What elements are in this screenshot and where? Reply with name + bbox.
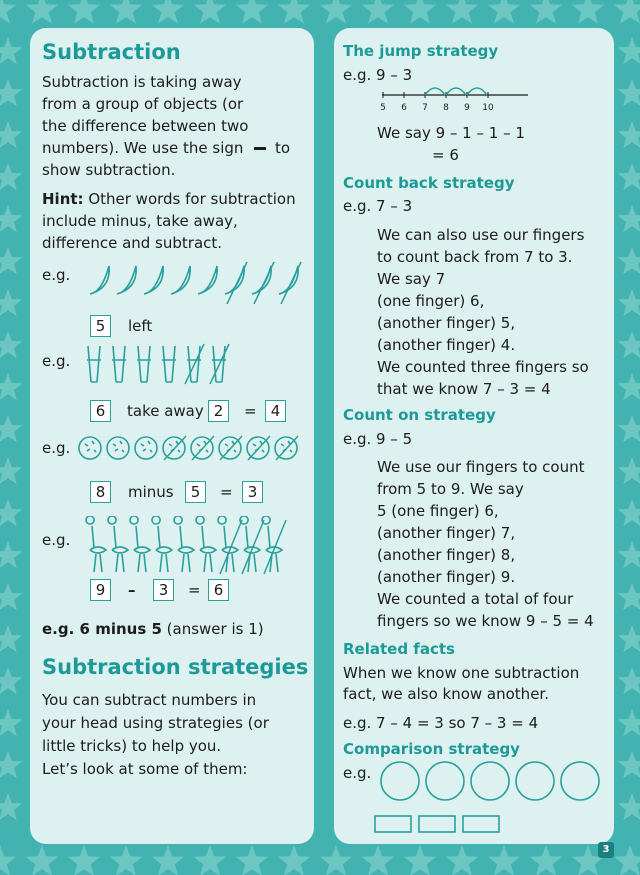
star-decoration [614,845,640,875]
ball-pattern [197,441,208,452]
star-decoration [0,541,22,568]
count-back-line-3: We say 7 [377,270,446,288]
ex4-box-1: 9 [90,579,111,601]
bananas-illustration [80,260,308,304]
page-number: 3 [598,842,614,858]
clothes-peg-icon [162,346,176,382]
eg-label-1: e.g. [42,266,71,284]
count-on-line-7: We counted a total of four [377,590,574,608]
star-decoration [0,205,22,232]
bird-icon [86,516,106,572]
banana-icon [198,266,217,294]
star-decoration [278,0,310,24]
eg-label-3: e.g. [42,439,71,457]
star-decoration [618,541,640,568]
intro-line-4 [42,137,290,159]
number-line-label: 9 [464,103,470,112]
count-on-line-4: (another finger) 7, [377,524,516,542]
star-decoration [618,457,640,484]
number-line-label: 6 [401,103,407,112]
star-decoration [0,583,22,610]
bird-icon [108,516,128,572]
bird-icon [130,516,150,572]
cross-out-line [227,262,247,304]
comparison-circle [471,762,509,800]
ball-icon [135,437,157,459]
ball-pattern [141,441,152,452]
strategies-line-3: little tricks) to help you. [42,737,222,755]
hint-line-1 [42,188,296,210]
hint-label: Hint: [42,190,84,208]
count-on-line-8: fingers so we know 9 – 5 = 4 [377,612,594,630]
count-back-line-2: to count back from 7 to 3. [377,248,573,266]
clothes-peg-icon [112,346,126,382]
intro-line-4-text: numbers). We use the sign [42,139,244,157]
star-decoration [278,845,310,875]
star-decoration [618,289,640,316]
star-decoration [362,0,394,24]
ball-pattern [253,441,264,452]
related-facts-title: Related facts [343,640,455,658]
star-decoration [0,163,22,190]
ex2-word: take away [127,402,204,420]
star-decoration [0,793,22,820]
intro-line-3: the difference between two [42,117,249,135]
ex1-left-word: left [128,317,153,335]
jump-strategy-title: The jump strategy [343,42,499,60]
hint-text-1: Other words for subtraction [83,190,296,208]
star-decoration [618,793,640,820]
ball-pattern [169,441,180,452]
example-rest: (answer is 1) [161,620,264,638]
section-title-subtraction: Subtraction [42,40,181,64]
count-on-eg: e.g. 9 – 5 [343,430,413,448]
count-back-title: Count back strategy [343,174,515,192]
comparison-eg: e.g. [343,764,372,782]
star-decoration [618,121,640,148]
star-decoration [618,79,640,106]
count-back-line-6: (another finger) 4. [377,336,516,354]
count-on-line-6: (another finger) 9. [377,568,516,586]
star-decoration [26,0,58,24]
bird-icon [218,516,238,572]
count-back-line-1: We can also use our fingers [377,226,585,244]
ball-icon [79,437,101,459]
strategies-line-2: your head using strategies (or [42,714,269,732]
star-decoration [618,331,640,358]
star-decoration [404,0,436,24]
ball-pattern [113,441,124,452]
ex3-box-2: 5 [185,481,206,503]
eg-label-4: e.g. [42,531,71,549]
jump-say-2: = 6 [432,146,459,164]
comparison-box [375,816,411,832]
cross-out-line [242,520,264,574]
star-decoration [0,751,22,778]
star-decoration [152,845,184,875]
number-line [380,80,530,112]
star-decoration [0,499,22,526]
ex2-box-1: 6 [90,400,111,422]
hint-line-2: include minus, take away, [42,212,238,230]
star-decoration [488,0,520,24]
ex3-equals: = [220,483,233,501]
star-decoration [0,331,22,358]
comparison-box [419,816,455,832]
star-decoration [618,499,640,526]
hint-line-3: difference and subtract. [42,234,223,252]
number-line-label: 5 [380,103,386,112]
ex4-box-3: 6 [208,579,229,601]
star-decoration [68,845,100,875]
star-decoration [0,457,22,484]
star-decoration [0,79,22,106]
star-decoration [194,845,226,875]
star-decoration [236,0,268,24]
cross-out-line [281,262,301,304]
banana-icon [171,266,190,294]
star-decoration [618,205,640,232]
intro-line-2: from a group of objects (or [42,95,244,113]
jump-eg: e.g. 9 – 3 [343,66,413,84]
star-decoration [68,0,100,24]
star-decoration [0,37,22,64]
ball-pattern [225,441,236,452]
star-decoration [0,709,22,736]
example-bold: e.g. 6 minus 5 [42,620,162,638]
clothes-pegs-illustration [84,342,244,386]
bird-icon [196,516,216,572]
ex4-minus: – [128,581,136,599]
number-line-label: 7 [422,103,428,112]
star-decoration [618,163,640,190]
star-decoration [0,247,22,274]
clothes-peg-icon [137,346,151,382]
count-on-line-1: We use our fingers to count [377,458,585,476]
star-decoration [446,845,478,875]
bird-icon [174,516,194,572]
banana-icon [117,266,136,294]
strategies-panel [334,28,614,844]
count-back-line-5: (another finger) 5, [377,314,516,332]
star-decoration [194,0,226,24]
banana-icon [90,266,109,294]
balls-illustration [78,434,310,462]
count-on-line-3: 5 (one finger) 6, [377,502,499,520]
star-decoration [618,373,640,400]
minus-sign-icon [254,147,266,150]
star-decoration [0,415,22,442]
count-on-line-5: (another finger) 8, [377,546,516,564]
related-line-2: fact, we also know another. [343,685,549,703]
ball-pattern [281,441,292,452]
cross-out-line [254,262,274,304]
number-line-label: 8 [443,103,449,112]
jump-say-1: We say 9 – 1 – 1 – 1 [377,124,525,142]
star-decoration [0,289,22,316]
related-eg: e.g. 7 – 4 = 3 so 7 – 3 = 4 [343,714,539,732]
ex3-word: minus [128,483,174,501]
star-decoration [618,625,640,652]
related-line-1: When we know one subtraction [343,664,580,682]
star-decoration [236,845,268,875]
star-decoration [26,845,58,875]
star-decoration [618,415,640,442]
ball-icon [107,437,129,459]
star-decoration [618,247,640,274]
strategies-line-4: Let’s look at some of them: [42,760,248,778]
star-decoration [618,583,640,610]
example-answer-line [42,618,264,640]
bird-icon [262,516,282,572]
star-decoration [614,0,640,24]
star-decoration [0,121,22,148]
star-decoration [0,845,16,875]
star-decoration [572,0,604,24]
ex2-box-3: 4 [265,400,286,422]
star-decoration [618,37,640,64]
star-decoration [618,709,640,736]
star-decoration [530,845,562,875]
comparison-title: Comparison strategy [343,740,520,758]
star-decoration [488,845,520,875]
star-decoration [618,667,640,694]
banana-icon [144,266,163,294]
count-back-line-7: We counted three fingers so [377,358,589,376]
number-line-label: 10 [482,103,494,112]
star-decoration [152,0,184,24]
star-decoration [0,625,22,652]
ex2-box-2: 2 [208,400,229,422]
count-on-line-2: from 5 to 9. We say [377,480,524,498]
subtraction-panel [30,28,314,844]
bird-icon [240,516,260,572]
birds-illustration [82,516,302,576]
comparison-circle [381,762,419,800]
count-back-line-8: that we know 7 – 3 = 4 [377,380,551,398]
star-decoration [0,0,16,24]
ex4-equals: = [188,581,201,599]
ball-pattern [85,441,96,452]
comparison-circle [426,762,464,800]
cross-out-line [220,520,242,574]
bird-icon [152,516,172,572]
comparison-circle [516,762,554,800]
ex4-box-2: 3 [153,579,174,601]
intro-line-5: show subtraction. [42,161,176,179]
eg-label-2: e.g. [42,352,71,370]
star-decoration [362,845,394,875]
count-on-title: Count on strategy [343,406,496,424]
comparison-circle [561,762,599,800]
strategies-line-1: You can subtract numbers in [42,691,257,709]
star-decoration [110,845,142,875]
count-back-line-4: (one finger) 6, [377,292,485,310]
star-decoration [0,373,22,400]
clothes-peg-icon [87,346,101,382]
ex3-box-1: 8 [90,481,111,503]
star-decoration [530,0,562,24]
cross-out-line [264,520,286,574]
star-decoration [446,0,478,24]
star-decoration [404,845,436,875]
ex1-answer-box: 5 [90,315,111,337]
star-decoration [0,667,22,694]
section-title-strategies: Subtraction strategies [42,655,309,679]
intro-to: to [274,139,291,157]
ex3-box-3: 3 [242,481,263,503]
comparison-box [463,816,499,832]
star-decoration [110,0,142,24]
ex2-equals: = [244,402,257,420]
intro-line-1: Subtraction is taking away [42,73,242,91]
star-decoration [320,0,352,24]
count-back-eg: e.g. 7 – 3 [343,197,413,215]
star-decoration [320,845,352,875]
comparison-illustration [374,758,604,836]
star-decoration [618,751,640,778]
